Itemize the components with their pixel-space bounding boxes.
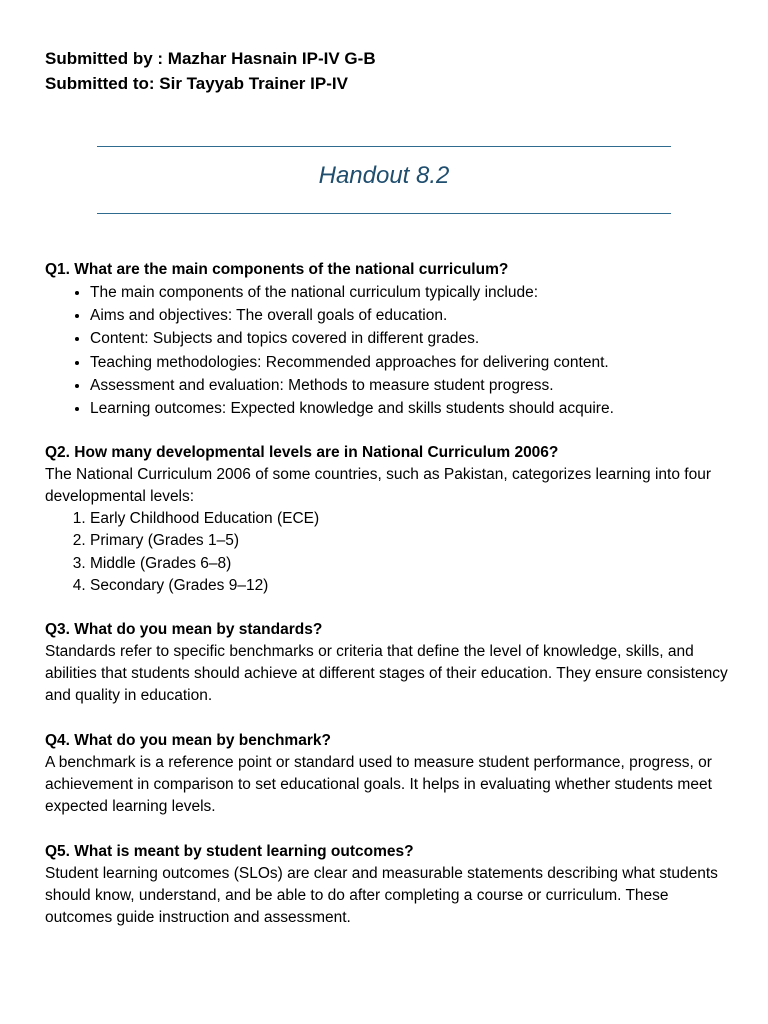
submitted-by: Submitted by : Mazhar Hasnain IP-IV G-B <box>45 49 376 68</box>
list-item: • Aims and objectives: The overall goals of education. <box>90 304 735 327</box>
handout-title: Handout 8.2 <box>318 162 450 189</box>
q5-question: Q5. What is meant by student learning outcomes? <box>45 843 414 860</box>
q2-question: Q2. How many developmental levels are in National Curriculum 2006? <box>45 444 559 461</box>
q5-section <box>45 840 735 929</box>
title-top-rule <box>97 146 671 147</box>
list-item: 3. Middle (Grades 6–8) <box>90 553 735 575</box>
q1-question: Q1. What are the main components of the national curriculum? <box>45 261 509 278</box>
q3-section <box>45 618 735 707</box>
q5-text: Student learning outcomes (SLOs) are clear and measurable statements describing what students should know, understand, and be able to do after completing a course or curriculum. These outcomes guide instruction and assessment. <box>45 865 718 926</box>
list-item: 1. Early Childhood Education (ECE) <box>90 508 735 530</box>
submitted-to: Submitted to: Sir Tayyab Trainer IP-IV <box>45 74 348 93</box>
list-item: • Content: Subjects and topics covered in different grades. <box>90 327 735 350</box>
list-item: 4. Secondary (Grades 9–12) <box>90 575 735 597</box>
list-item: • Learning outcomes: Expected knowledge and skills students should acquire. <box>90 397 735 420</box>
list-item: 2. Primary (Grades 1–5) <box>90 530 735 552</box>
list-item: • Assessment and evaluation: Methods to measure student progress. <box>90 374 735 397</box>
q2-level-list <box>45 508 735 597</box>
q4-question: Q4. What do you mean by benchmark? <box>45 732 331 749</box>
q2-text: The National Curriculum 2006 of some countries, such as Pakistan, categorizes learning into four developmental levels: <box>45 466 711 505</box>
q3-question: Q3. What do you mean by standards? <box>45 621 323 638</box>
q4-text: A benchmark is a reference point or standard used to measure student performance, progress, or achievement in comparison to set educational goals. It helps in evaluating whether students meet expected learning levels. <box>45 754 712 815</box>
list-item: • Teaching methodologies: Recommended approaches for delivering content. <box>90 351 735 374</box>
title-bottom-rule <box>97 213 671 214</box>
list-item: • The main components of the national curriculum typically include: <box>90 281 735 304</box>
q1-section <box>45 258 735 420</box>
q2-section <box>45 441 735 597</box>
q4-section <box>45 729 735 818</box>
q3-text: Standards refer to specific benchmarks or criteria that define the level of knowledge, skills, and abilities that students should achieve at different stages of their education. They ensure consistency and quality in education. <box>45 643 728 704</box>
q1-bullet-list <box>45 281 735 420</box>
